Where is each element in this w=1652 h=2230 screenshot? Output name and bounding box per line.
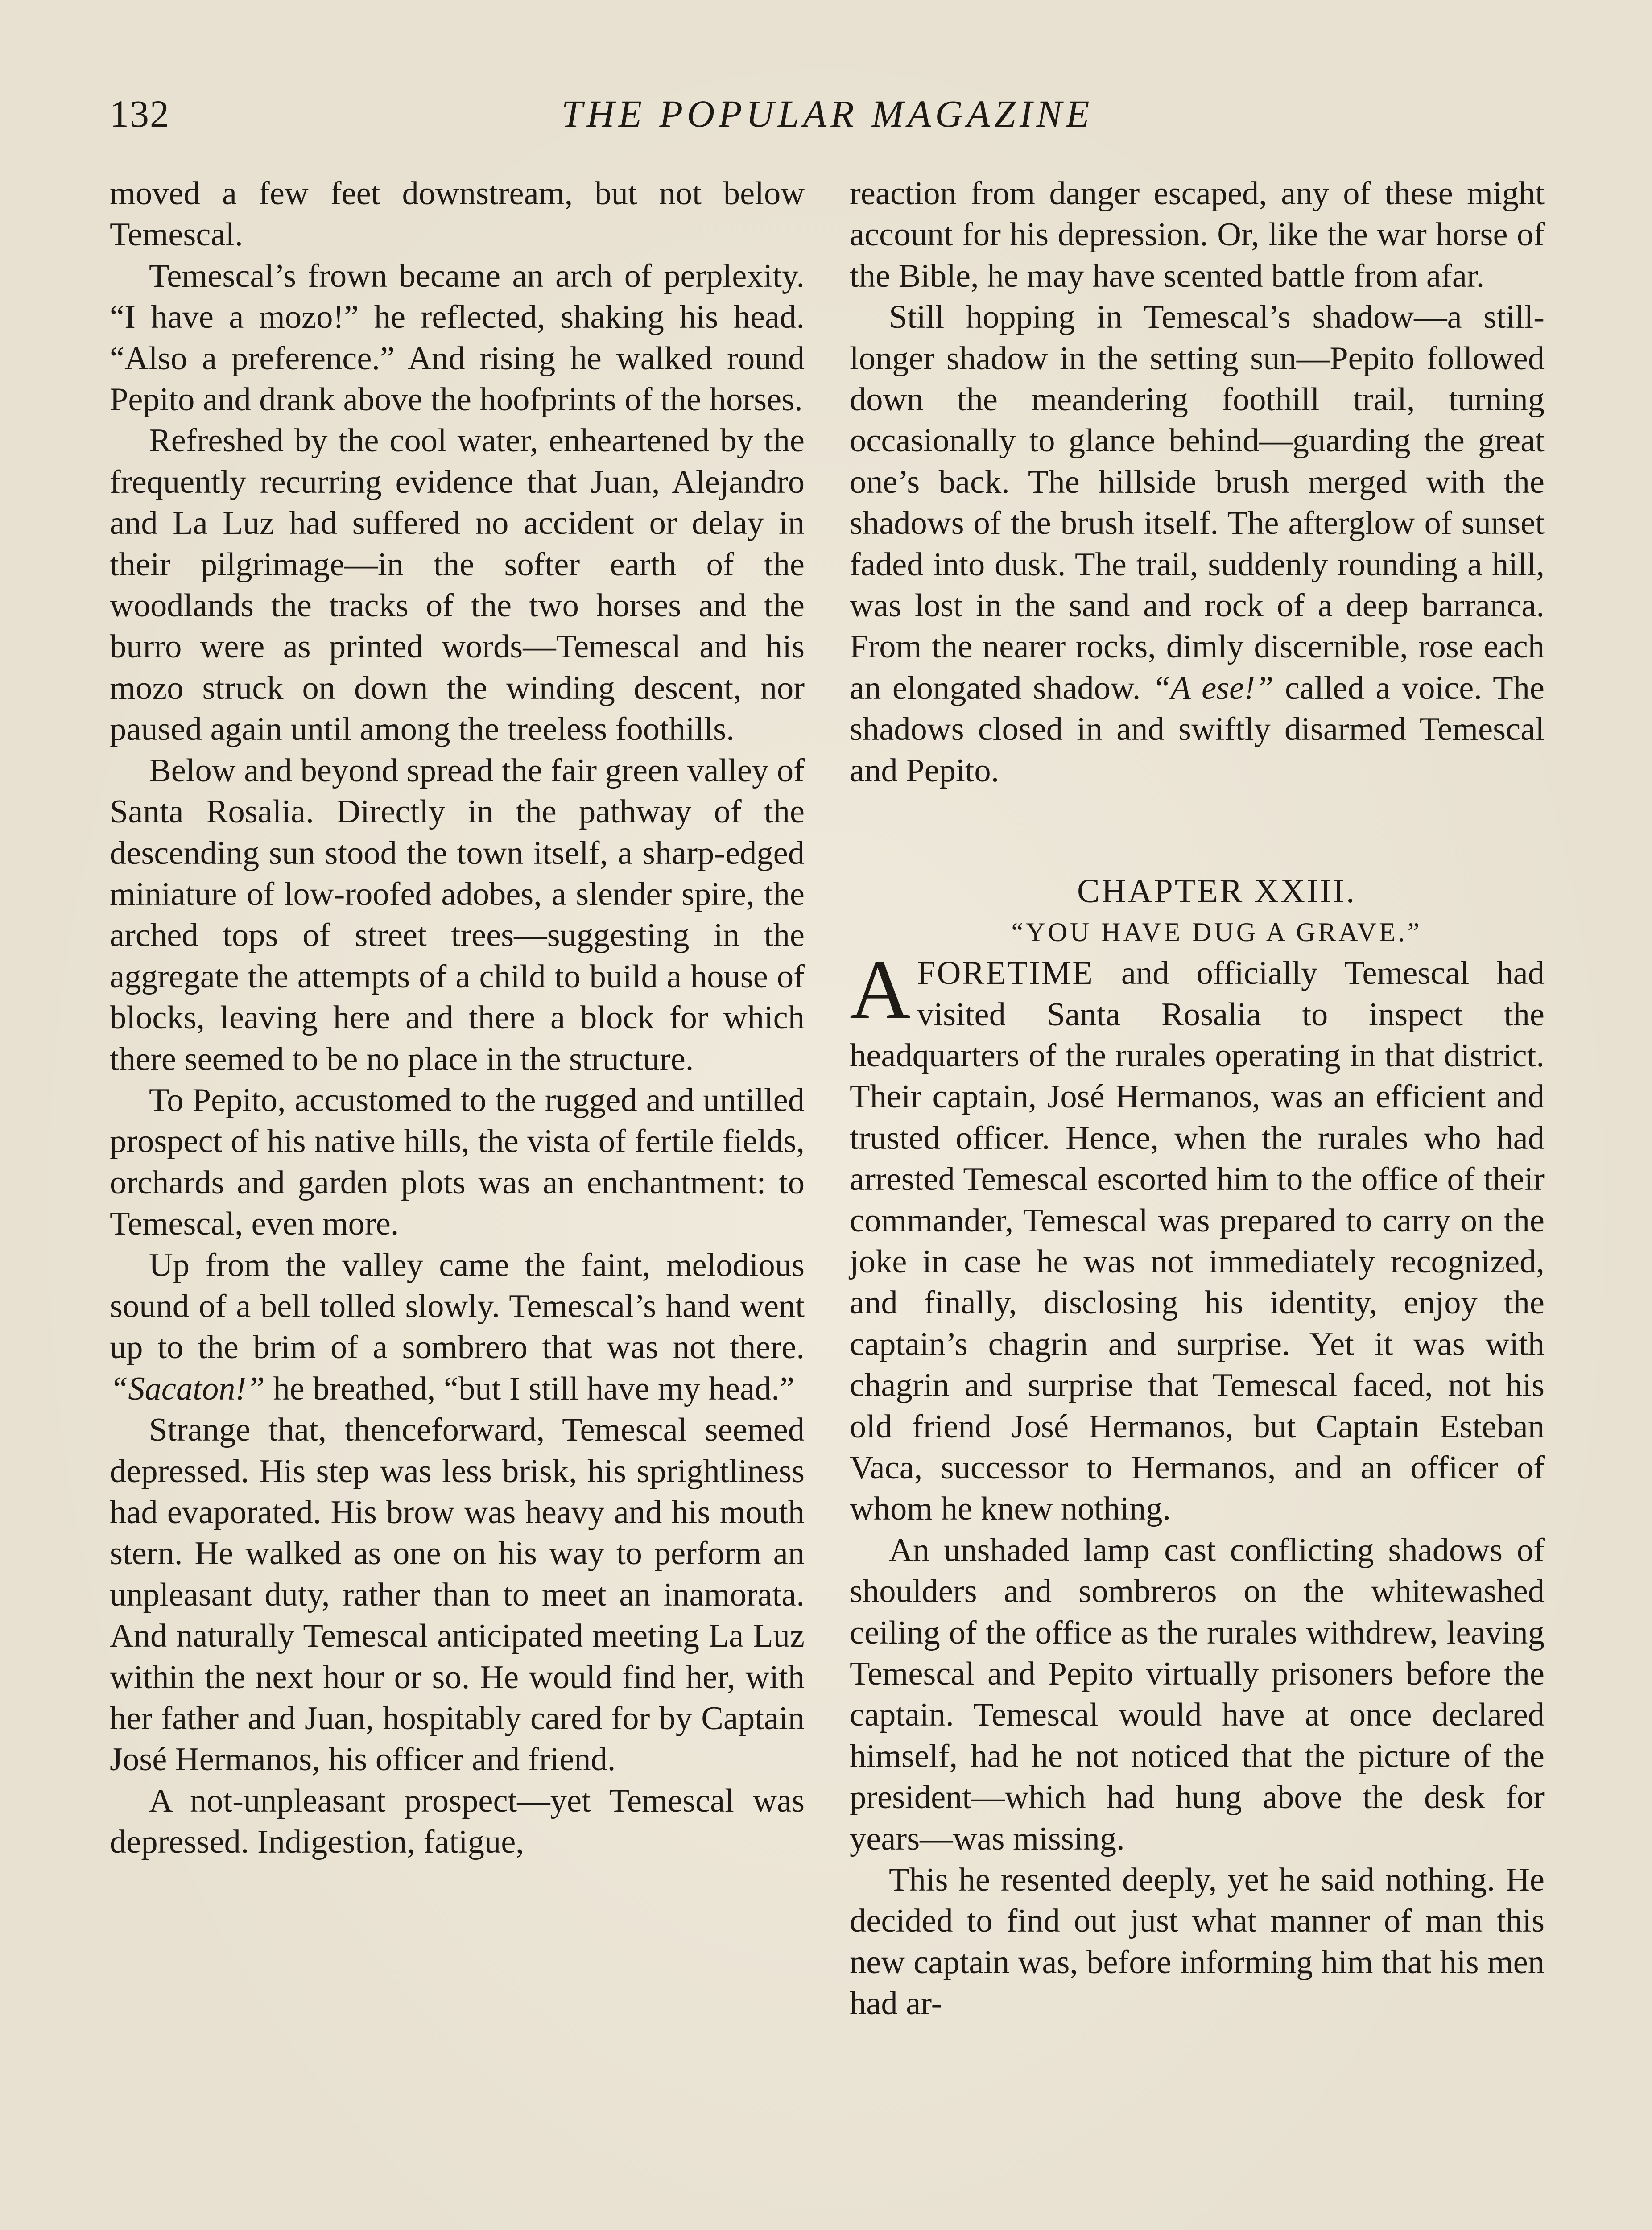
paragraph: reaction from danger escaped, any of these might account for his depression. Or, like the war horse of the Bible, he may have scented battle from afar. [850, 175, 1545, 294]
right-column [850, 173, 1545, 2024]
italic-word: “Sacaton!” [110, 1370, 265, 1407]
page-number: 132 [110, 92, 170, 135]
page-header [110, 91, 1545, 154]
running-title: THE POPULAR MAGAZINE [561, 92, 1094, 135]
paragraph [110, 1245, 805, 1410]
text-run: Up from the valley came the faint, melodious sound of a bell tolled slowly. Temescal’s hand went up to the brim of a sombrero that was not there. [110, 1247, 805, 1366]
italic-word: “A ese!” [1152, 669, 1274, 706]
opening-paragraph [850, 943, 1545, 1530]
text-run: Still hopping in Temescal’s shadow—a still-longer shadow in the setting sun—Pepito followed down the meandering foothill trail, turning occasionally to glance behind—guarding the great one’s back. The hillside brush merged with the shadows of the brush itself. The afterglow of sunset faded into dusk. The trail, suddenly rounding a hill, was lost in the sand and rock of a deep barranca. From the nearer rocks, dimly discernible, rose each an elongated shadow. [850, 299, 1545, 706]
opening-caps: FORETIME [917, 955, 1094, 992]
text-run: called a voice. The shadows closed in and swiftly disarmed Temescal and Pepito. [850, 669, 1545, 789]
paragraph [850, 297, 1545, 791]
left-column [110, 173, 805, 1863]
text-run: and officially Temescal had visited Santa Rosalia to inspect the headquarters of the rurales operating in that district. Their captain, José Hermanos, was an efficient and trusted officer. Hence, when the rurales who had arrested Temescal escorted him to the office of their commander, Temescal was prepared to carry on the joke in case he was not immediately recognized, and finally, disclosing his identity, enjoy the captain’s chagrin and surprise. Yet it was with chagrin and surprise that Temescal faced, not his old friend José Hermanos, but Captain Esteban Vaca, successor to Hermanos, and an officer of whom he knew nothing. [850, 955, 1545, 1528]
paragraph: Strange that, thenceforward, Temescal seemed depressed. His step was less brisk, his sprightliness had evaporated. His brow was heavy and his mouth stern. He walked as one on his way to perform an unpleasant duty, rather than to meet an inamorata. And naturally Temescal anticipated meeting La Luz within the next hour or so. He would find her, with her father and Juan, hospitably cared for by Captain José Hermanos, his officer and friend. [110, 1412, 805, 1778]
paragraph: Below and beyond spread the fair green valley of Santa Rosalia. Directly in the pathway of the descending sun stood the town itself, a sharp-edged miniature of low-roofed adobes, a slender spire, the arched tops of street trees—suggesting in the aggregate the attempts of a child to build a house of blocks, leaving here and there a block for which there seemed to be no place in the structure. [110, 752, 805, 1078]
paragraph: An unshaded lamp cast conflicting shadows of shoulders and sombreros on the whitewashed ceiling of the office as the rurales withdrew, leaving Temescal and Pepito virtually prisoners before the captain. Temescal would have at once declared himself, had he not noticed that the picture of the president—which had hung above the desk for years—was missing. [850, 1532, 1545, 1857]
text-run: he breathed, “but I still have my head.” [264, 1370, 795, 1407]
chapter-subtitle: “YOU HAVE DUG A GRAVE.” [1011, 917, 1422, 947]
paragraph: Temescal’s frown became an arch of perplexity. “I have a mozo!” he reflected, shaking his head. “Also a preference.” And rising he walked round Pepito and drank above the hoofprints of the horses. [110, 257, 805, 418]
paragraph: A not-unpleasant prospect—yet Temescal was depressed. Indigestion, fatigue, [110, 1782, 805, 1861]
paragraph: This he resented deeply, yet he said nothing. He decided to find out just what manner of man this new captain was, before informing him that his men had ar- [850, 1862, 1545, 2022]
paragraph: To Pepito, accustomed to the rugged and untilled prospect of his native hills, the vista of fertile fields, orchards and garden plots was an enchantment: to Temescal, even more. [110, 1082, 805, 1243]
paragraph: Refreshed by the cool water, enheartened by the frequently recurring evidence that Juan, Alejandro and La Luz had suffered no accident or delay in their pilgrimage—in the softer earth of the woodlands the tracks of the two horses and the burro were as printed words—Temescal and his mozo struck on down the winding descent, nor paused again until among the treeless foothills. [110, 422, 805, 748]
paragraph: moved a few feet downstream, but not below Temescal. [110, 175, 805, 253]
chapter-spacer [850, 791, 1545, 871]
drop-cap: A [850, 943, 911, 1037]
chapter-heading: CHAPTER XXIII. [1077, 872, 1356, 910]
